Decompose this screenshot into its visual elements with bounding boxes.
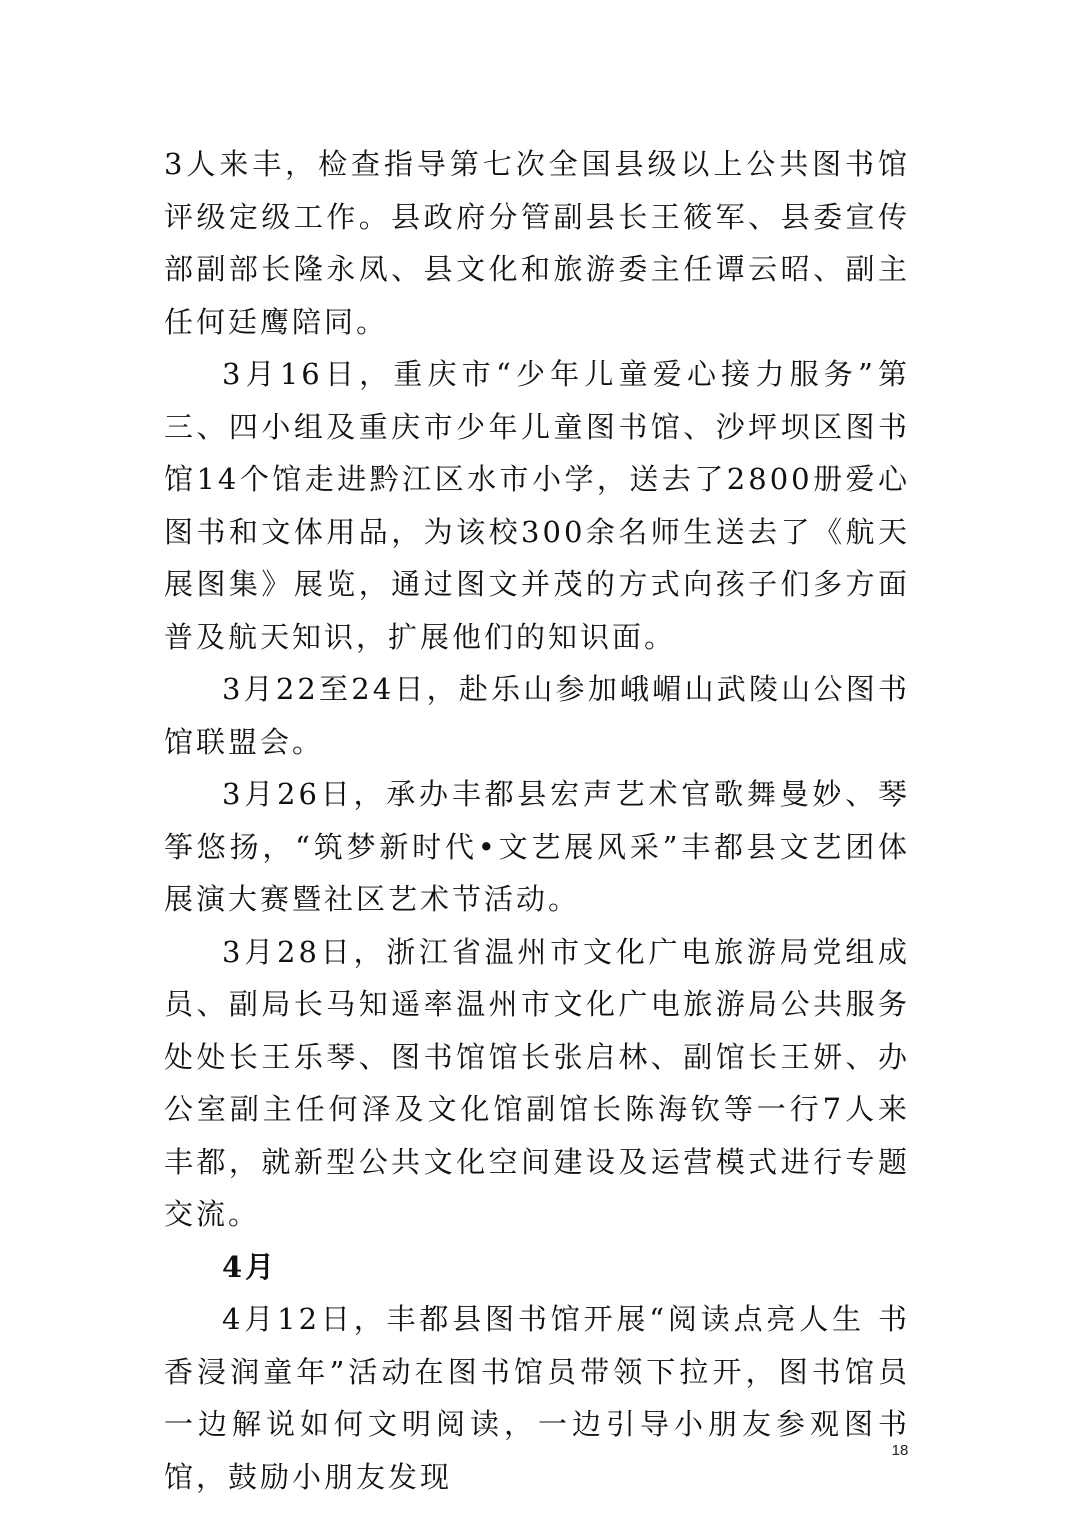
paragraph-continued: 3人来丰，检查指导第七次全国县级以上公共图书馆评级定级工作。县政府分管副县长王筱军、县委宣传部副部长隆永凤、县文化和旅游委主任谭云昭、副主任何廷鹰陪同。 (164, 147, 910, 339)
paragraph-march-26: 3月26日，承办丰都县宏声艺术官歌舞曼妙、琴筝悠扬，“筑梦新时代•文艺展风采”丰都县文艺团体展演大赛暨社区艺术节活动。 (164, 777, 910, 916)
paragraph-march-28: 3月28日，浙江省温州市文化广电旅游局党组成员、副局长马知遥率温州市文化广电旅游局公共服务处处长王乐琴、图书馆馆长张启林、副馆长王妍、办公室副主任何泽及文化馆副馆长陈海钦等一行7人来丰都，就新型公共文化空间建设及运营模式进行专题交流。 (164, 934, 910, 1231)
paragraph-april-12: 4月12日，丰都县图书馆开展“阅读点亮人生 书香浸润童年”活动在图书馆员带领下拉开，图书馆员一边解说如何文明阅读，一边引导小朋友参观图书馆，鼓励小朋友发现 (164, 1302, 910, 1494)
paragraph-march-22: 3月22至24日，赴乐山参加峨嵋山武陵山公图书馆联盟会。 (164, 672, 910, 759)
paragraph-march-16: 3月16日，重庆市“少年儿童爱心接力服务”第三、四小组及重庆市少年儿童图书馆、沙坪坝区图书馆14个馆走进黔江区水市小学，送去了2800册爱心图书和文体用品，为该校300余名师生送去了《航天展图集》展览，通过图文并茂的方式向孩子们多方面普及航天知识，扩展他们的知识面。 (164, 357, 910, 654)
month-heading: 4月 (222, 1249, 278, 1284)
document-body (164, 138, 910, 1503)
page-number: 18 (891, 1442, 909, 1459)
